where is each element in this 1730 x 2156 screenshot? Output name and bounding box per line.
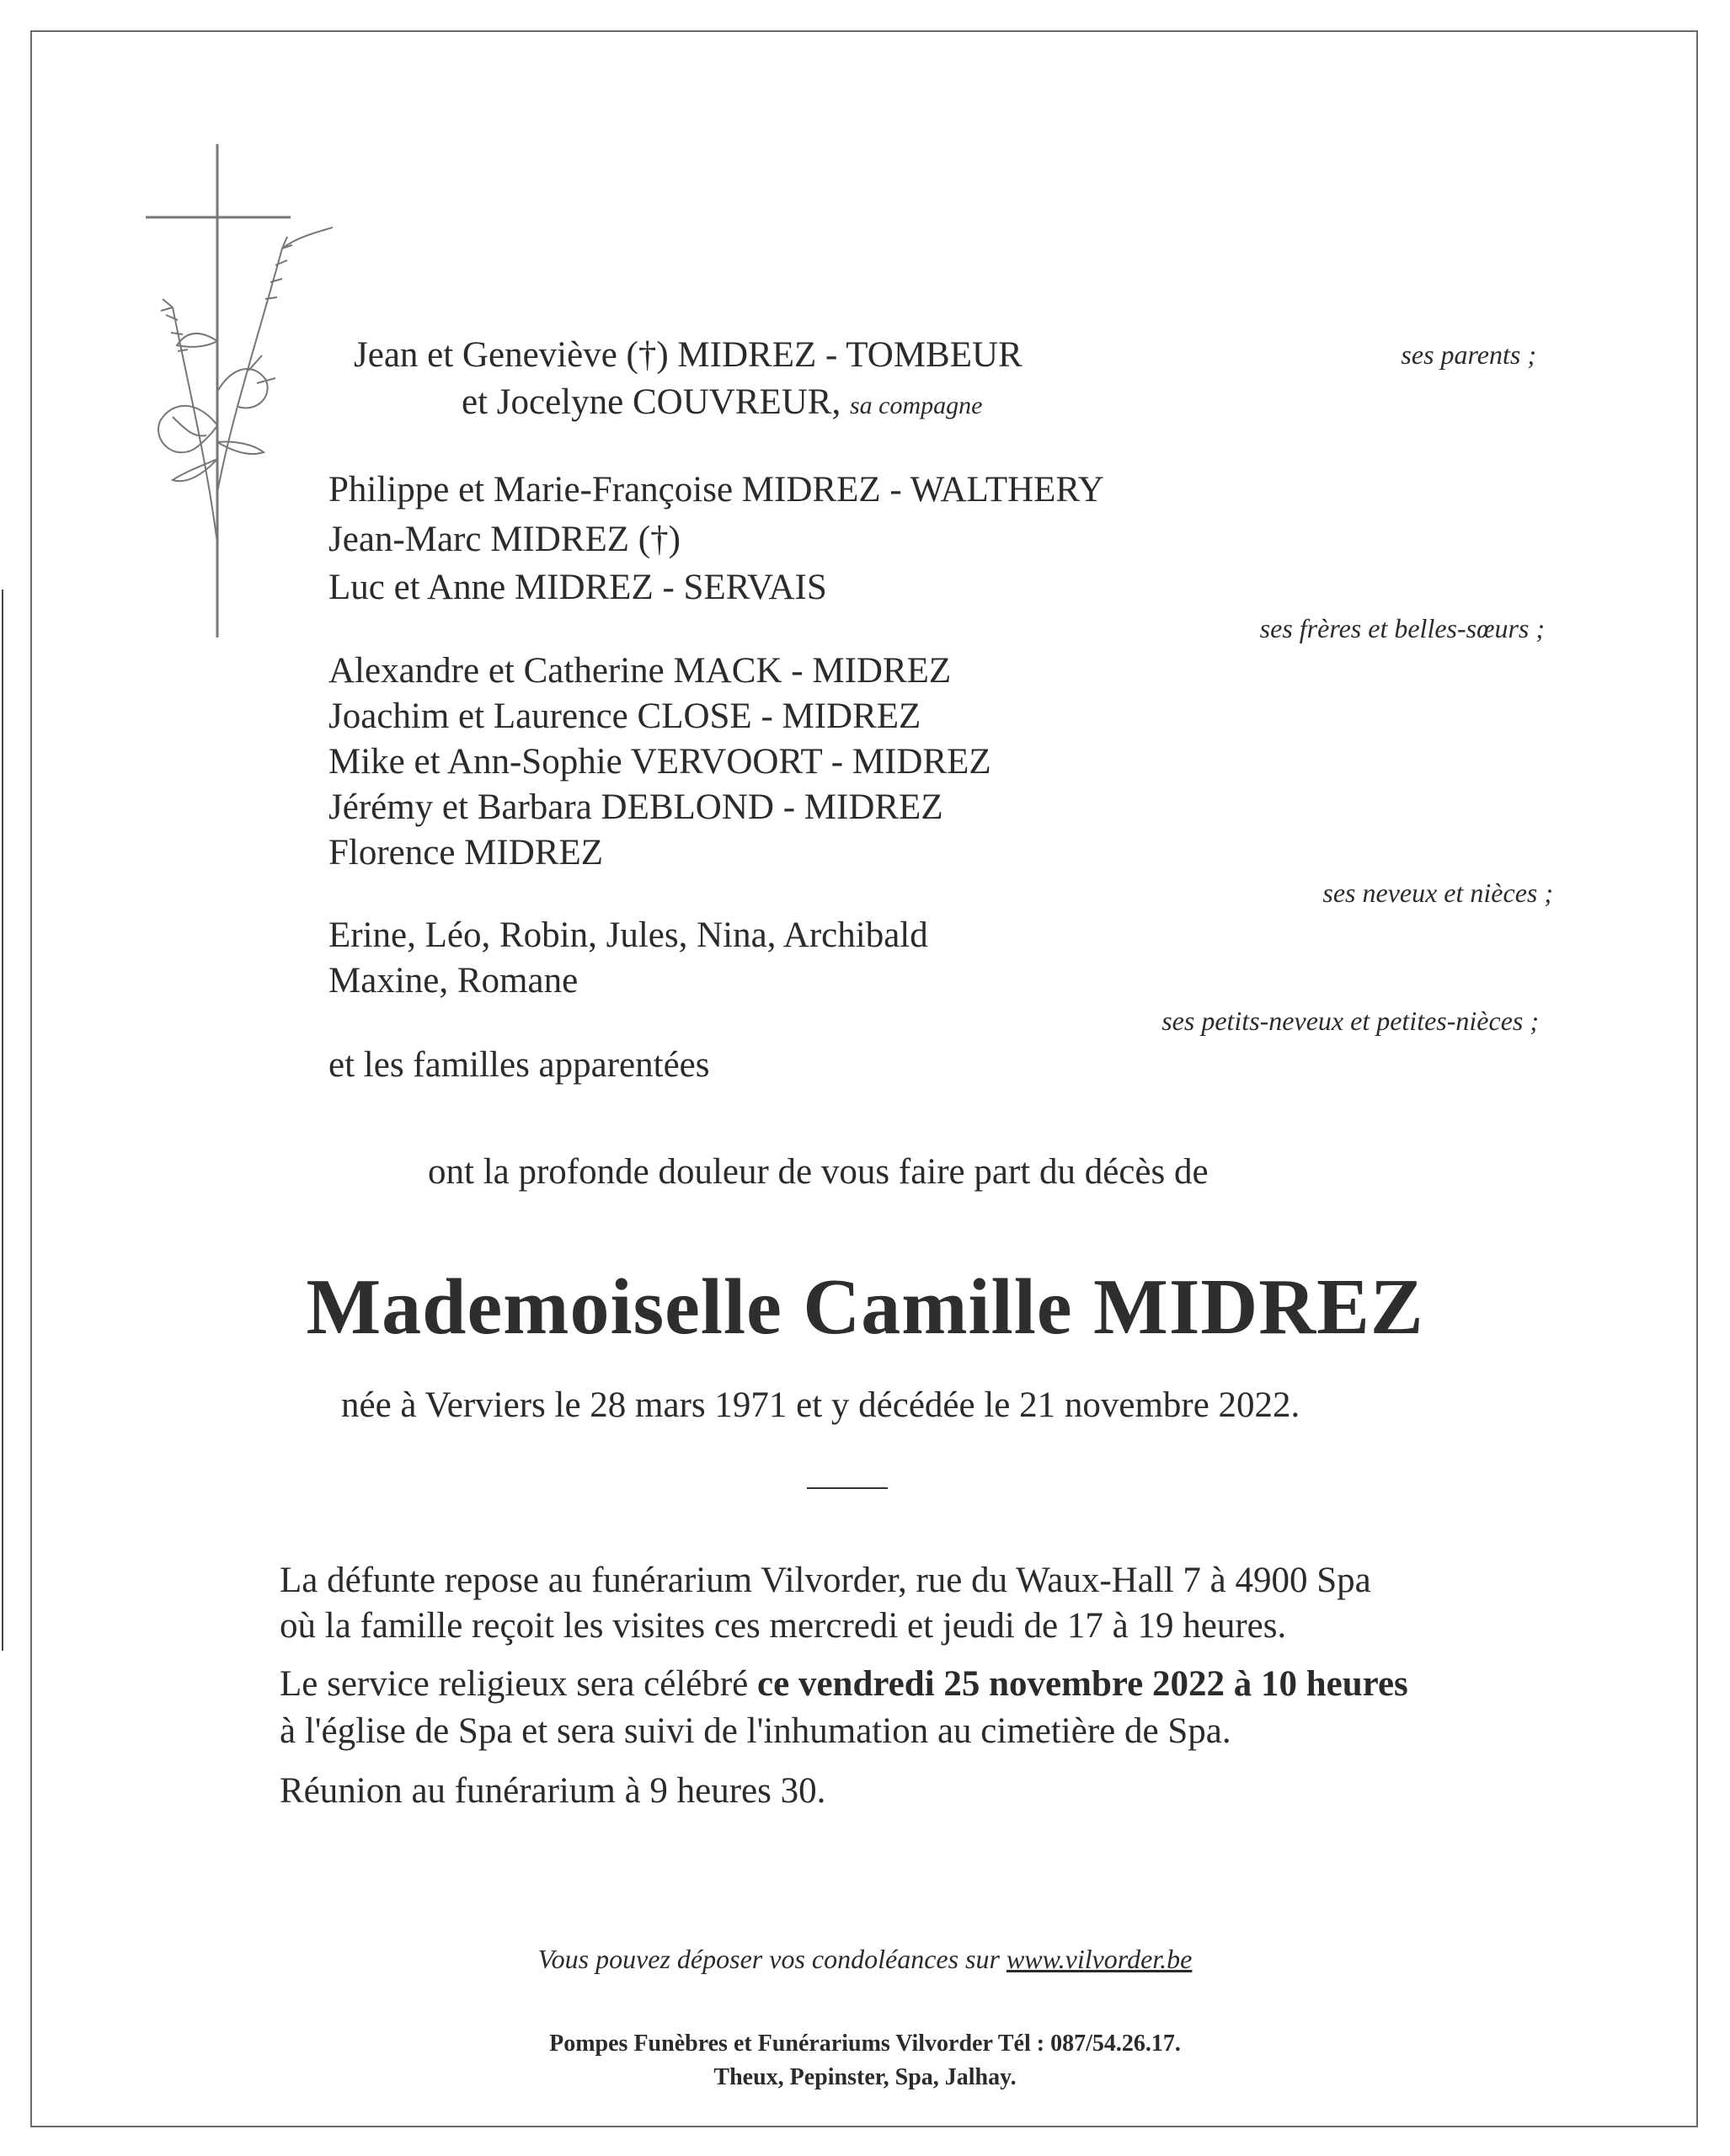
nephew-line: Alexandre et Catherine MACK - MIDREZ [328, 651, 952, 691]
footer-line-1: Pompes Funèbres et Funérariums Vilvorder Tél : 087/54.26.17. [549, 2031, 1181, 2057]
grandnephew-line: Maxine, Romane [328, 961, 579, 1001]
condolences-link[interactable]: www.vilvorder.be [1006, 1944, 1193, 1974]
parents-line-1: Jean et Geneviève (†) MIDREZ - TOMBEUR [354, 335, 1023, 375]
condolences-text: Vous pouvez déposer vos condoléances sur [537, 1944, 1000, 1974]
left-edge-line [2, 590, 3, 1651]
nephew-line: Mike et Ann-Sophie VERVOORT - MIDREZ [328, 742, 991, 782]
announcement: ont la profonde douleur de vous faire part du décès de [428, 1152, 1209, 1192]
separator-line [807, 1487, 888, 1489]
footer-line-2: Theux, Pepinster, Spa, Jalhay. [713, 2064, 1017, 2090]
condolences-line [0, 1944, 1730, 1975]
role-nephews: ses neveux et nièces ; [1322, 878, 1553, 908]
details-line-3 [280, 1666, 1408, 1702]
parents-line-2-main: et Jocelyne COUVREUR, [462, 382, 841, 422]
nephew-line: Joachim et Laurence CLOSE - MIDREZ [328, 696, 921, 736]
parents-line-2-note: sa compagne [850, 392, 983, 419]
role-parents: ses parents ; [1401, 339, 1536, 370]
grandnephew-line: Erine, Léo, Robin, Jules, Nina, Archibald [328, 915, 928, 955]
details-line-1: La défunte repose au funérarium Vilvorder, rue du Waux-Hall 7 à 4900 Spa [280, 1561, 1371, 1600]
role-grandnephews: ses petits-neveux et petites-nièces ; [1161, 1006, 1539, 1036]
parents-line-2 [462, 384, 982, 420]
nephew-line: Florence MIDREZ [328, 833, 604, 873]
details-line-2: où la famille reçoit les visites ces mercredi et jeudi de 17 à 19 heures. [280, 1606, 1287, 1646]
relatives-line: et les familles apparentées [328, 1045, 710, 1085]
birth-death-line: née à Verviers le 28 mars 1971 et y décédée le 21 novembre 2022. [341, 1385, 1300, 1425]
details-line-5: Réunion au funérarium à 9 heures 30. [280, 1771, 826, 1811]
details-line-4: à l'église de Spa et sera suivi de l'inhumation au cimetière de Spa. [280, 1711, 1231, 1751]
sibling-line: Philippe et Marie-Françoise MIDREZ - WALTHERY [328, 470, 1104, 510]
deceased-name: Mademoiselle Camille MIDREZ [306, 1263, 1424, 1351]
sibling-line: Luc et Anne MIDREZ - SERVAIS [328, 568, 827, 607]
role-siblings: ses frères et belles-sœurs ; [1259, 613, 1545, 643]
service-text: Le service religieux sera célébré [280, 1664, 749, 1704]
nephew-line: Jérémy et Barbara DEBLOND - MIDREZ [328, 787, 943, 827]
cross-with-wheat-icon [139, 139, 333, 644]
service-date: ce vendredi 25 novembre 2022 à 10 heures [757, 1664, 1408, 1704]
sibling-line: Jean-Marc MIDREZ (†) [328, 520, 681, 559]
